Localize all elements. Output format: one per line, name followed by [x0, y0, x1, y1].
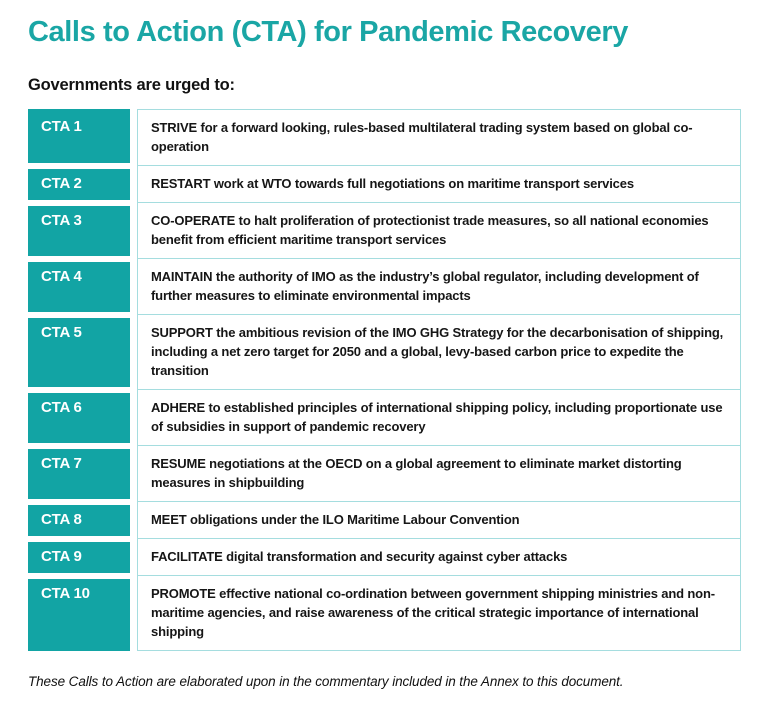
column-gap	[130, 539, 137, 576]
column-gap	[130, 259, 137, 315]
cta-text-cell: MEET obligations under the ILO Maritime Labour Convention	[137, 502, 741, 539]
table-row	[28, 315, 741, 390]
label-column-cell	[28, 315, 130, 390]
subtitle: Governments are urged to:	[28, 76, 235, 94]
cta-label: CTA 8	[28, 505, 130, 536]
column-gap	[130, 576, 137, 651]
label-column-cell	[28, 576, 130, 651]
column-gap	[130, 315, 137, 390]
table-row	[28, 446, 741, 502]
cta-text-cell: RESTART work at WTO towards full negotiations on maritime transport services	[137, 166, 741, 203]
table-row	[28, 203, 741, 259]
column-gap	[130, 166, 137, 203]
column-gap	[130, 446, 137, 502]
cta-text-cell: PROMOTE effective national co-ordination between government shipping ministries and non-maritime agencies, and raise awareness of the critical strategic importance of international shipping	[137, 576, 741, 651]
cta-text-cell: MAINTAIN the authority of IMO as the industry’s global regulator, including development of further measures to eliminate environmental impacts	[137, 259, 741, 315]
cta-label: CTA 2	[28, 169, 130, 200]
cta-text-cell: STRIVE for a forward looking, rules-based multilateral trading system based on global co-operation	[137, 109, 741, 166]
table-row	[28, 109, 741, 166]
cta-label: CTA 9	[28, 542, 130, 573]
label-column-cell	[28, 539, 130, 576]
label-column-cell	[28, 446, 130, 502]
cta-table	[28, 109, 741, 651]
label-column-cell	[28, 203, 130, 259]
cta-label: CTA 7	[28, 449, 130, 499]
label-column-cell	[28, 259, 130, 315]
cta-label: CTA 3	[28, 206, 130, 256]
column-gap	[130, 203, 137, 259]
cta-label: CTA 1	[28, 109, 130, 163]
cta-label: CTA 5	[28, 318, 130, 387]
page-title: Calls to Action (CTA) for Pandemic Recovery	[28, 16, 628, 48]
cta-text-cell: ADHERE to established principles of international shipping policy, including proportionate use of subsidies in support of pandemic recovery	[137, 390, 741, 446]
cta-text-cell: RESUME negotiations at the OECD on a global agreement to eliminate market distorting measures in shipbuilding	[137, 446, 741, 502]
table-row	[28, 539, 741, 576]
cta-text-cell: FACILITATE digital transformation and security against cyber attacks	[137, 539, 741, 576]
cta-text-cell: SUPPORT the ambitious revision of the IMO GHG Strategy for the decarbonisation of shipping, including a net zero target for 2050 and a global, levy-based carbon price to expedite the transition	[137, 315, 741, 390]
table-row	[28, 502, 741, 539]
cta-label: CTA 10	[28, 579, 130, 651]
table-row	[28, 166, 741, 203]
cta-text-cell: CO-OPERATE to halt proliferation of protectionist trade measures, so all national economies benefit from efficient maritime transport services	[137, 203, 741, 259]
column-gap	[130, 390, 137, 446]
table-row	[28, 259, 741, 315]
label-column-cell	[28, 166, 130, 203]
label-column-cell	[28, 109, 130, 166]
label-column-cell	[28, 502, 130, 539]
column-gap	[130, 109, 137, 166]
label-column-cell	[28, 390, 130, 446]
table-row	[28, 576, 741, 651]
footnote: These Calls to Action are elaborated upon in the commentary included in the Annex to this document.	[28, 674, 624, 689]
column-gap	[130, 502, 137, 539]
cta-label: CTA 6	[28, 393, 130, 443]
cta-label: CTA 4	[28, 262, 130, 312]
table-row	[28, 390, 741, 446]
